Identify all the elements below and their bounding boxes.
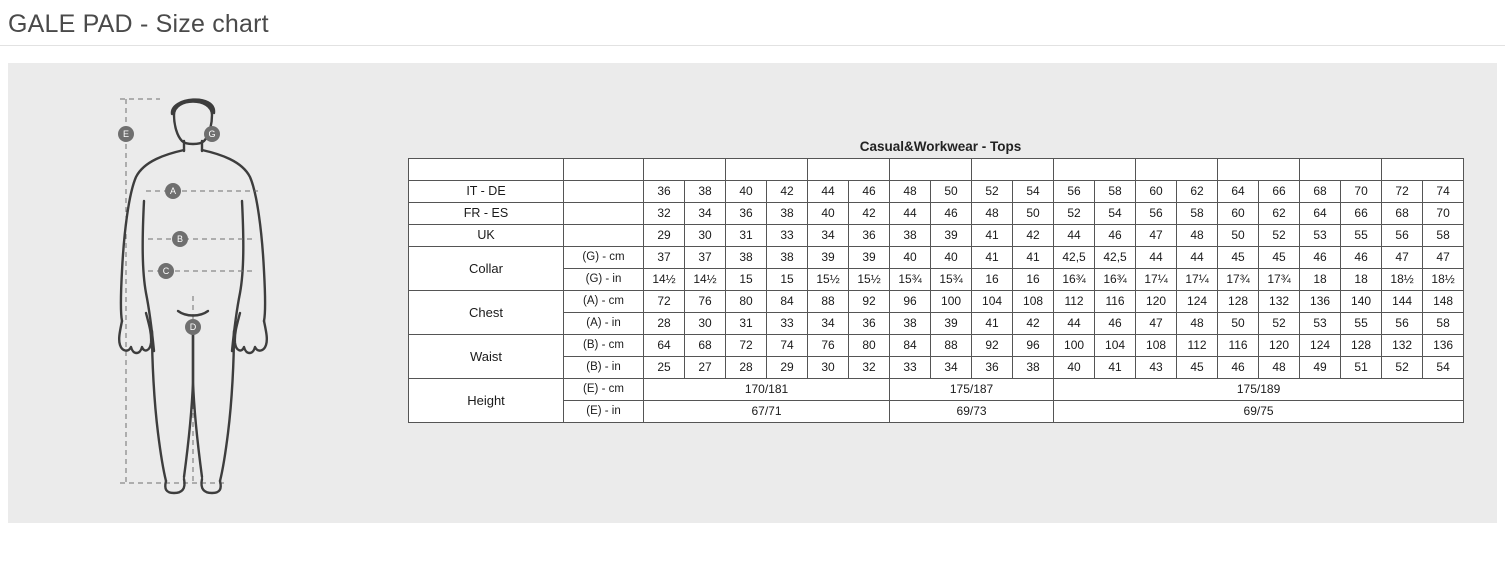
cell: 136 [1423, 335, 1464, 357]
cell: 34 [808, 313, 849, 335]
cell: 47 [1423, 247, 1464, 269]
cell: 68 [1382, 203, 1423, 225]
cell: 36 [849, 313, 890, 335]
row-unit-chest-cm: (A) - cm [564, 291, 644, 313]
size-chart-panel [8, 63, 1497, 523]
cell: 124 [1300, 335, 1341, 357]
cell: 15¾ [890, 269, 931, 291]
cell: 46 [931, 203, 972, 225]
cell: 132 [1259, 291, 1300, 313]
svg-text:A: A [169, 186, 177, 196]
size-group-xxl: XXL [1136, 159, 1218, 181]
table-row [409, 225, 1464, 247]
table-row [409, 379, 1464, 401]
cell: 39 [808, 247, 849, 269]
cell: 64 [1218, 181, 1259, 203]
header-unit [564, 159, 644, 181]
size-table-area [408, 139, 1473, 423]
height-group-cell: 175/189 [1054, 379, 1464, 401]
row-unit-collar-cm: (G) - cm [564, 247, 644, 269]
size-group-5xl: 5XL [1382, 159, 1464, 181]
cell: 40 [808, 203, 849, 225]
cell: 15¾ [931, 269, 972, 291]
cell: 52 [1054, 203, 1095, 225]
size-group-s: S [808, 159, 890, 181]
cell: 30 [685, 225, 726, 247]
cell: 37 [685, 247, 726, 269]
table-row [409, 313, 1464, 335]
row-unit-height-cm: (E) - cm [564, 379, 644, 401]
table-header-row [409, 159, 1464, 181]
cell: 70 [1341, 181, 1382, 203]
row-label-collar: Collar [409, 247, 564, 291]
cell: 148 [1423, 291, 1464, 313]
row-unit-it-de [564, 181, 644, 203]
cell: 38 [1013, 357, 1054, 379]
cell: 32 [849, 357, 890, 379]
cell: 104 [1095, 335, 1136, 357]
cell: 92 [849, 291, 890, 313]
row-label-fr-es: FR - ES [409, 203, 564, 225]
cell: 38 [726, 247, 767, 269]
cell: 18 [1300, 269, 1341, 291]
cell: 18½ [1382, 269, 1423, 291]
cell: 55 [1341, 313, 1382, 335]
cell: 16¾ [1095, 269, 1136, 291]
cell: 112 [1054, 291, 1095, 313]
cell: 47 [1136, 225, 1177, 247]
table-row [409, 357, 1464, 379]
cell: 104 [972, 291, 1013, 313]
cell: 44 [1054, 313, 1095, 335]
svg-text:C: C [162, 266, 170, 276]
cell: 44 [1177, 247, 1218, 269]
cell: 54 [1423, 357, 1464, 379]
cell: 47 [1136, 313, 1177, 335]
cell: 44 [808, 181, 849, 203]
cell: 42 [767, 181, 808, 203]
cell: 53 [1300, 225, 1341, 247]
cell: 56 [1382, 225, 1423, 247]
height-group-cell: 69/75 [1054, 401, 1464, 423]
cell: 36 [972, 357, 1013, 379]
cell: 28 [644, 313, 685, 335]
cell: 52 [1382, 357, 1423, 379]
cell: 30 [808, 357, 849, 379]
cell: 76 [685, 291, 726, 313]
cell: 100 [931, 291, 972, 313]
cell: 84 [767, 291, 808, 313]
cell: 112 [1177, 335, 1218, 357]
cell: 46 [1218, 357, 1259, 379]
table-row [409, 401, 1464, 423]
cell: 72 [644, 291, 685, 313]
cell: 62 [1177, 181, 1218, 203]
cell: 58 [1423, 225, 1464, 247]
cell: 33 [767, 313, 808, 335]
cell: 17¾ [1218, 269, 1259, 291]
cell: 80 [849, 335, 890, 357]
cell: 50 [1218, 225, 1259, 247]
size-group-xxs: XXS [644, 159, 726, 181]
cell: 38 [767, 247, 808, 269]
cell: 58 [1177, 203, 1218, 225]
cell: 46 [1095, 225, 1136, 247]
cell: 60 [1218, 203, 1259, 225]
cell: 45 [1218, 247, 1259, 269]
cell: 15 [767, 269, 808, 291]
cell: 44 [1054, 225, 1095, 247]
cell: 62 [1259, 203, 1300, 225]
row-label-chest: Chest [409, 291, 564, 335]
cell: 70 [1423, 203, 1464, 225]
cell: 45 [1177, 357, 1218, 379]
cell: 41 [972, 247, 1013, 269]
row-label-waist: Waist [409, 335, 564, 379]
cell: 74 [767, 335, 808, 357]
cell: 48 [1259, 357, 1300, 379]
cell: 50 [931, 181, 972, 203]
cell: 72 [1382, 181, 1423, 203]
cell: 40 [726, 181, 767, 203]
cell: 36 [644, 181, 685, 203]
cell: 140 [1341, 291, 1382, 313]
cell: 64 [644, 335, 685, 357]
cell: 41 [972, 313, 1013, 335]
cell: 31 [726, 225, 767, 247]
body-measurement-diagram [108, 81, 378, 501]
cell: 48 [890, 181, 931, 203]
cell: 34 [808, 225, 849, 247]
cell: 56 [1382, 313, 1423, 335]
cell: 18 [1341, 269, 1382, 291]
cell: 16 [1013, 269, 1054, 291]
size-group-m: M [890, 159, 972, 181]
row-unit-height-in: (E) - in [564, 401, 644, 423]
size-group-4xl: 4XL [1300, 159, 1382, 181]
cell: 136 [1300, 291, 1341, 313]
cell: 53 [1300, 313, 1341, 335]
row-unit-waist-cm: (B) - cm [564, 335, 644, 357]
cell: 100 [1054, 335, 1095, 357]
cell: 58 [1423, 313, 1464, 335]
cell: 41 [1013, 247, 1054, 269]
cell: 116 [1218, 335, 1259, 357]
row-unit-collar-in: (G) - in [564, 269, 644, 291]
row-label-height: Height [409, 379, 564, 423]
height-group-cell: 170/181 [644, 379, 890, 401]
cell: 50 [1218, 313, 1259, 335]
cell: 124 [1177, 291, 1218, 313]
cell: 92 [972, 335, 1013, 357]
cell: 128 [1218, 291, 1259, 313]
cell: 64 [1300, 203, 1341, 225]
cell: 68 [685, 335, 726, 357]
table-row [409, 181, 1464, 203]
cell: 14½ [685, 269, 726, 291]
header-divider [0, 45, 1505, 46]
cell: 34 [931, 357, 972, 379]
cell: 40 [931, 247, 972, 269]
cell: 52 [1259, 225, 1300, 247]
table-row [409, 335, 1464, 357]
size-group-l: L [972, 159, 1054, 181]
svg-text:D: D [189, 322, 197, 332]
cell: 52 [1259, 313, 1300, 335]
cell: 72 [726, 335, 767, 357]
cell: 84 [890, 335, 931, 357]
cell: 88 [931, 335, 972, 357]
cell: 44 [1136, 247, 1177, 269]
cell: 54 [1013, 181, 1054, 203]
cell: 42 [1013, 313, 1054, 335]
cell: 42,5 [1054, 247, 1095, 269]
cell: 54 [1095, 203, 1136, 225]
cell: 15 [726, 269, 767, 291]
row-label-uk: UK [409, 225, 564, 247]
page-title: GALE PAD - Size chart [8, 10, 269, 38]
row-unit-fr-es [564, 203, 644, 225]
cell: 116 [1095, 291, 1136, 313]
cell: 14½ [644, 269, 685, 291]
cell: 46 [1341, 247, 1382, 269]
cell: 49 [1300, 357, 1341, 379]
cell: 48 [972, 203, 1013, 225]
cell: 29 [644, 225, 685, 247]
table-row [409, 269, 1464, 291]
cell: 68 [1300, 181, 1341, 203]
cell: 16 [972, 269, 1013, 291]
cell: 120 [1259, 335, 1300, 357]
size-group-3xl: 3XL [1218, 159, 1300, 181]
size-table [408, 158, 1464, 423]
svg-text:G: G [208, 129, 216, 139]
cell: 108 [1013, 291, 1054, 313]
cell: 80 [726, 291, 767, 313]
cell: 52 [972, 181, 1013, 203]
table-title: Casual&Workwear - Tops [859, 139, 1022, 154]
cell: 56 [1054, 181, 1095, 203]
cell: 15½ [849, 269, 890, 291]
cell: 36 [726, 203, 767, 225]
cell: 34 [685, 203, 726, 225]
cell: 108 [1136, 335, 1177, 357]
cell: 43 [1136, 357, 1177, 379]
cell: 96 [890, 291, 931, 313]
cell: 41 [1095, 357, 1136, 379]
cell: 38 [685, 181, 726, 203]
cell: 48 [1177, 225, 1218, 247]
cell: 38 [890, 225, 931, 247]
cell: 17¾ [1259, 269, 1300, 291]
cell: 31 [726, 313, 767, 335]
cell: 39 [931, 225, 972, 247]
table-row [409, 203, 1464, 225]
height-group-cell: 175/187 [890, 379, 1054, 401]
cell: 17¼ [1136, 269, 1177, 291]
svg-text:E: E [122, 129, 130, 139]
cell: 76 [808, 335, 849, 357]
cell: 144 [1382, 291, 1423, 313]
height-group-cell: 67/71 [644, 401, 890, 423]
cell: 44 [890, 203, 931, 225]
cell: 48 [1177, 313, 1218, 335]
cell: 42 [1013, 225, 1054, 247]
cell: 128 [1341, 335, 1382, 357]
cell: 74 [1423, 181, 1464, 203]
cell: 46 [849, 181, 890, 203]
cell: 28 [726, 357, 767, 379]
cell: 39 [849, 247, 890, 269]
cell: 58 [1095, 181, 1136, 203]
cell: 50 [1013, 203, 1054, 225]
row-label-it-de: IT - DE [409, 181, 564, 203]
cell: 51 [1341, 357, 1382, 379]
cell: 40 [890, 247, 931, 269]
cell: 29 [767, 357, 808, 379]
cell: 37 [644, 247, 685, 269]
table-row [409, 291, 1464, 313]
svg-text:B: B [176, 234, 184, 244]
cell: 33 [767, 225, 808, 247]
size-group-xl: XL [1054, 159, 1136, 181]
cell: 39 [931, 313, 972, 335]
cell: 56 [1136, 203, 1177, 225]
cell: 15½ [808, 269, 849, 291]
cell: 66 [1259, 181, 1300, 203]
cell: 45 [1259, 247, 1300, 269]
height-group-cell: 69/73 [890, 401, 1054, 423]
cell: 96 [1013, 335, 1054, 357]
cell: 38 [890, 313, 931, 335]
cell: 27 [685, 357, 726, 379]
cell: 55 [1341, 225, 1382, 247]
cell: 30 [685, 313, 726, 335]
size-group-xs: XS [726, 159, 808, 181]
cell: 47 [1382, 247, 1423, 269]
cell: 18½ [1423, 269, 1464, 291]
cell: 46 [1095, 313, 1136, 335]
row-unit-waist-in: (B) - in [564, 357, 644, 379]
cell: 42,5 [1095, 247, 1136, 269]
cell: 120 [1136, 291, 1177, 313]
cell: 36 [849, 225, 890, 247]
cell: 66 [1341, 203, 1382, 225]
cell: 88 [808, 291, 849, 313]
cell: 42 [849, 203, 890, 225]
table-row [409, 247, 1464, 269]
cell: 40 [1054, 357, 1095, 379]
cell: 132 [1382, 335, 1423, 357]
cell: 41 [972, 225, 1013, 247]
cell: 46 [1300, 247, 1341, 269]
row-unit-uk [564, 225, 644, 247]
cell: 17¼ [1177, 269, 1218, 291]
row-unit-chest-in: (A) - in [564, 313, 644, 335]
header-international-sizes: International sizes [409, 159, 564, 181]
cell: 16¾ [1054, 269, 1095, 291]
cell: 32 [644, 203, 685, 225]
cell: 60 [1136, 181, 1177, 203]
cell: 25 [644, 357, 685, 379]
cell: 33 [890, 357, 931, 379]
cell: 38 [767, 203, 808, 225]
